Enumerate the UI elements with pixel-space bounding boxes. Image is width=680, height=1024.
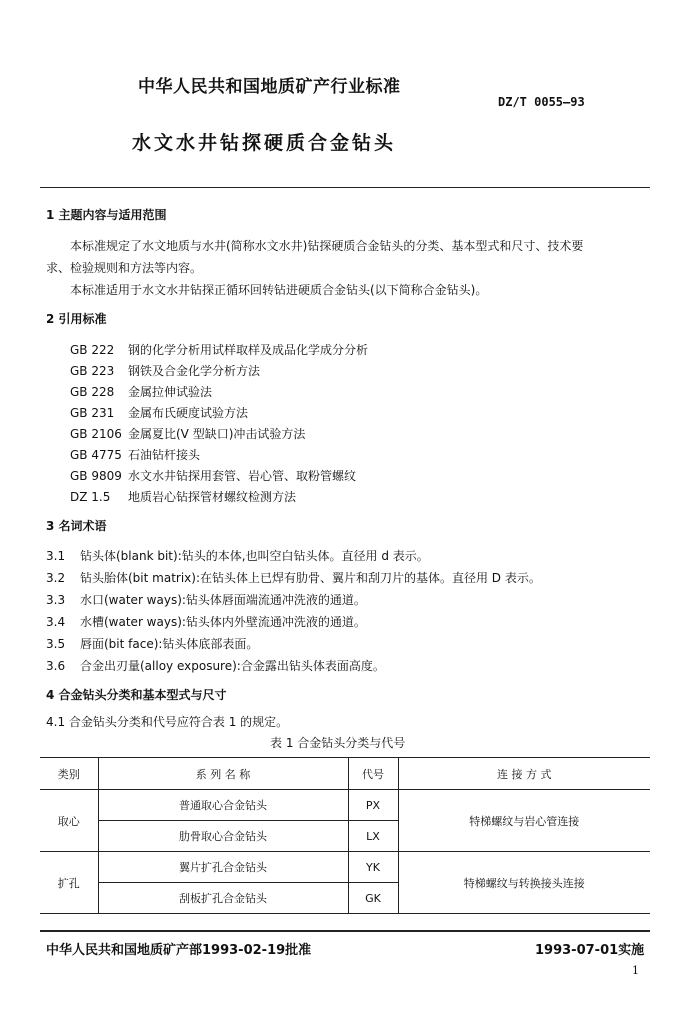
reference-item xyxy=(70,467,356,484)
definition-text: 水槽(water ways):钻头体内外壁流通冲洗液的通道。 xyxy=(80,615,366,629)
code-cell: GK xyxy=(348,883,398,914)
definition-item xyxy=(46,569,541,586)
reference-code: GB 222 xyxy=(70,343,115,357)
standard-number: DZ/T 0055—93 xyxy=(498,95,585,109)
reference-title: 地质岩心钻探管材螺纹检测方法 xyxy=(128,490,297,504)
section-2-heading: 2 引用标准 xyxy=(46,312,107,326)
header-rule xyxy=(40,187,650,188)
reference-code: GB 2106 xyxy=(70,427,122,441)
reference-code: GB 4775 xyxy=(70,448,122,462)
reference-code: GB 228 xyxy=(70,385,115,399)
reference-code: DZ 1.5 xyxy=(70,490,111,504)
connection-cell: 特梯螺纹与岩心管连接 xyxy=(398,790,650,852)
series-name-cell: 刮板扩孔合金钻头 xyxy=(98,883,348,914)
approval-line: 中华人民共和国地质矿产部1993-02-19批准 xyxy=(46,943,312,958)
header-category: 类别 xyxy=(40,758,98,790)
reference-code: GB 231 xyxy=(70,406,115,420)
definition-item xyxy=(46,613,366,630)
reference-title: 钢铁及合金化学分析方法 xyxy=(128,364,261,378)
definition-number: 3.1 xyxy=(46,549,66,563)
reference-title: 钢的化学分析用试样取样及成品化学成分分析 xyxy=(128,343,369,357)
definition-text: 水口(water ways):钻头体唇面端流通冲洗液的通道。 xyxy=(80,593,366,607)
reference-item xyxy=(70,404,248,421)
code-cell: PX xyxy=(348,790,398,821)
definition-number: 3.6 xyxy=(46,659,66,673)
effective-date: 1993-07-01实施 xyxy=(535,943,645,958)
definition-item xyxy=(46,657,385,674)
header-series-name: 系 列 名 称 xyxy=(98,758,348,790)
definition-item xyxy=(46,547,429,564)
bit-classification-table xyxy=(40,757,650,914)
clause-4-1: 4.1 合金钻头分类和代号应符合表 1 的规定。 xyxy=(46,715,289,729)
connection-cell: 特梯螺纹与转换接头连接 xyxy=(398,852,650,914)
reference-item xyxy=(70,446,200,463)
header-code: 代号 xyxy=(348,758,398,790)
reference-title: 金属夏比(V 型缺口)冲击试验方法 xyxy=(128,427,306,441)
header-connection: 连 接 方 式 xyxy=(398,758,650,790)
table-caption: 表 1 合金钻头分类与代号 xyxy=(270,736,406,750)
reference-code: GB 9809 xyxy=(70,469,122,483)
section-1-paragraph-2: 本标准适用于水文水井钻探正循环回转钻进硬质合金钻头(以下简称合金钻头)。 xyxy=(70,283,488,297)
reference-code: GB 223 xyxy=(70,364,115,378)
reference-title: 石油钻杆接头 xyxy=(128,448,201,462)
series-name-cell: 普通取心合金钻头 xyxy=(98,790,348,821)
definition-number: 3.5 xyxy=(46,637,66,651)
table-row xyxy=(40,790,650,821)
definition-number: 3.2 xyxy=(46,571,66,585)
category-cell: 扩孔 xyxy=(40,852,98,914)
section-4-heading: 4 合金钻头分类和基本型式与尺寸 xyxy=(46,688,227,702)
document-title: 水文水井钻探硬质合金钻头 xyxy=(132,132,397,154)
category-cell: 取心 xyxy=(40,790,98,852)
issuing-authority-title: 中华人民共和国地质矿产行业标准 xyxy=(138,77,401,97)
definition-text: 钻头体(blank bit):钻头的本体,也叫空白钻头体。直径用 d 表示。 xyxy=(80,549,429,563)
section-1-heading: 1 主题内容与适用范围 xyxy=(46,208,167,222)
table-row xyxy=(40,852,650,883)
definition-item xyxy=(46,635,258,652)
definition-text: 钻头胎体(bit matrix):在钻头体上已焊有肋骨、翼片和刮刀片的基体。直径用 D 表示。 xyxy=(80,571,541,585)
reference-item xyxy=(70,383,212,400)
section-1-paragraph-1-line-2: 求、检验规则和方法等内容。 xyxy=(46,261,203,275)
reference-title: 金属布氏硬度试验方法 xyxy=(128,406,249,420)
section-1-paragraph-1-line-1: 本标准规定了水文地质与水井(简称水文水井)钻探硬质合金钻头的分类、基本型式和尺寸、技术要 xyxy=(70,239,584,253)
reference-title: 金属拉伸试验法 xyxy=(128,385,213,399)
code-cell: YK xyxy=(348,852,398,883)
series-name-cell: 翼片扩孔合金钻头 xyxy=(98,852,348,883)
definition-number: 3.3 xyxy=(46,593,66,607)
reference-item xyxy=(70,362,260,379)
definition-item xyxy=(46,591,366,608)
reference-item xyxy=(70,425,305,442)
footer-rule xyxy=(40,930,650,932)
table-header-row xyxy=(40,758,650,790)
definition-number: 3.4 xyxy=(46,615,66,629)
series-name-cell: 肋骨取心合金钻头 xyxy=(98,821,348,852)
page-number: 1 xyxy=(632,964,639,977)
reference-item xyxy=(70,341,368,358)
definition-text: 唇面(bit face):钻头体底部表面。 xyxy=(80,637,259,651)
definition-text: 合金出刃量(alloy exposure):合金露出钻头体表面高度。 xyxy=(80,659,385,673)
section-3-heading: 3 名词术语 xyxy=(46,519,107,533)
reference-item xyxy=(70,488,296,505)
reference-title: 水文水井钻探用套管、岩心管、取粉管螺纹 xyxy=(128,469,357,483)
code-cell: LX xyxy=(348,821,398,852)
